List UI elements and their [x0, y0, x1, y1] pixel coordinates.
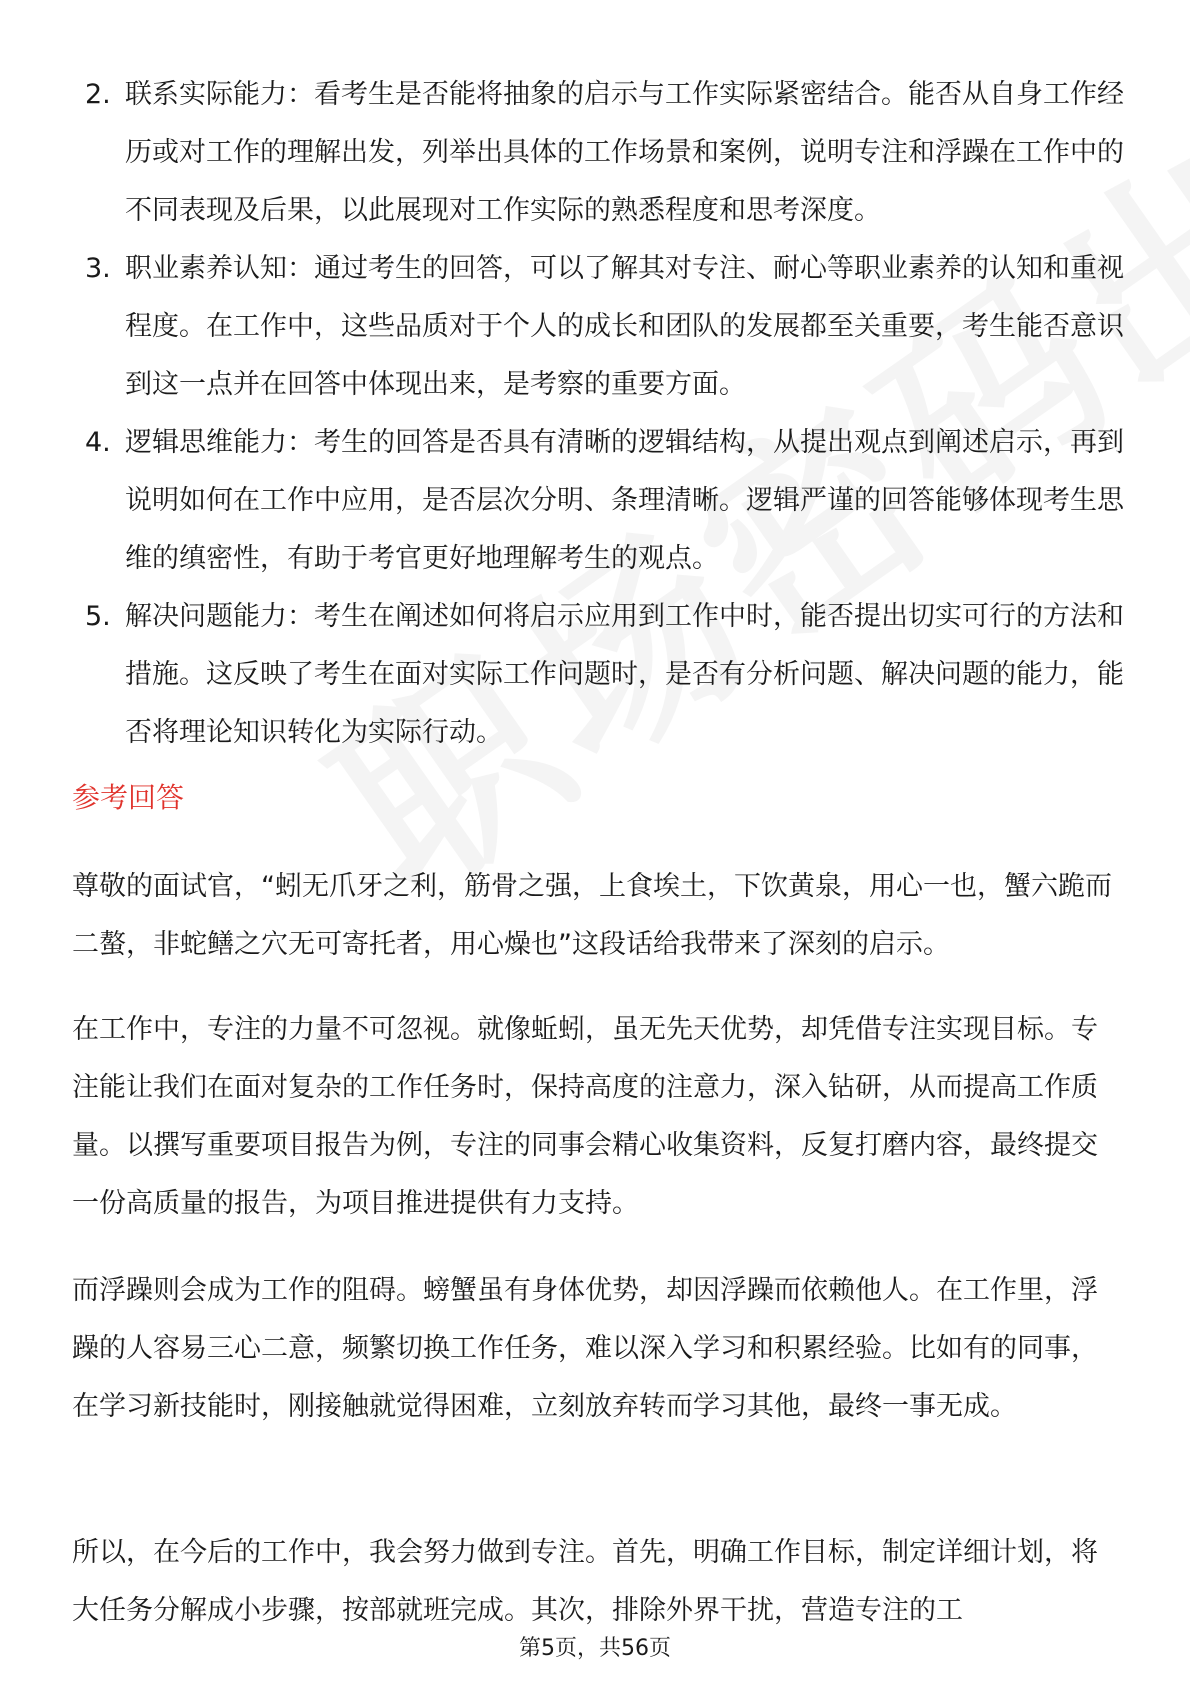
answer-paragraph: 所以，在今后的工作中，我会努力做到专注。首先，明确工作目标，制定详细计划，将大任务分解成小步骤，按部就班完成。其次，排除外界干扰，营造专注的工	[72, 1537, 1098, 1626]
list-item	[0, 414, 1190, 588]
section-heading: 参考回答	[72, 781, 185, 814]
list-item-text: 职业素养认知：通过考生的回答，可以了解其对专注、耐心等职业素养的认知和重视程度。在工作中，这些品质对于个人的成长和团队的发展都至关重要，考生能否意识到这一点并在回答中体现出来，是考察的重要方面。	[125, 253, 1124, 400]
answer-paragraph: 而浮躁则会成为工作的阻碍。螃蟹虽有身体优势，却因浮躁而依赖他人。在工作里，浮躁的人容易三心二意，频繁切换工作任务，难以深入学习和积累经验。比如有的同事，在学习新技能时，刚接触就觉得困难，立刻放弃转而学习其他，最终一事无成。	[72, 1275, 1098, 1422]
list-item-number: 5.	[85, 601, 111, 632]
list-item-text: 解决问题能力：考生在阐述如何将启示应用到工作中时，能否提出切实可行的方法和措施。这反映了考生在面对实际工作问题时，是否有分析问题、解决问题的能力，能否将理论知识转化为实际行动。	[125, 601, 1124, 748]
list-item-number: 2.	[85, 79, 111, 110]
page-number-footer: 第5页，共56页	[519, 1636, 671, 1661]
list-item	[0, 240, 1190, 414]
list-item	[0, 66, 1190, 240]
list-item-text: 联系实际能力：看考生是否能将抽象的启示与工作实际紧密结合。能否从自身工作经历或对工作的理解出发，列举出具体的工作场景和案例，说明专注和浮躁在工作中的不同表现及后果，以此展现对工作实际的熟悉程度和思考深度。	[125, 79, 1124, 226]
evaluation-criteria-list	[0, 66, 1190, 762]
list-item-number: 3.	[85, 253, 111, 284]
answer-paragraph: 尊敬的面试官，“蚓无爪牙之利，筋骨之强，上食埃土，下饮黄泉，用心一也，蟹六跪而二螯，非蛇鳝之穴无可寄托者，用心燥也”这段话给我带来了深刻的启示。	[72, 871, 1112, 960]
list-item-number: 4.	[85, 427, 111, 458]
list-item-text: 逻辑思维能力：考生的回答是否具有清晰的逻辑结构，从提出观点到阐述启示，再到说明如何在工作中应用，是否层次分明、条理清晰。逻辑严谨的回答能够体现考生思维的缜密性，有助于考官更好地理解考生的观点。	[125, 427, 1124, 574]
answer-paragraph: 在工作中，专注的力量不可忽视。就像蚯蚓，虽无先天优势，却凭借专注实现目标。专注能让我们在面对复杂的工作任务时，保持高度的注意力，深入钻研，从而提高工作质量。以撰写重要项目报告为例，专注的同事会精心收集资料，反复打磨内容，最终提交一份高质量的报告，为项目推进提供有力支持。	[72, 1014, 1098, 1219]
list-item	[0, 588, 1190, 762]
